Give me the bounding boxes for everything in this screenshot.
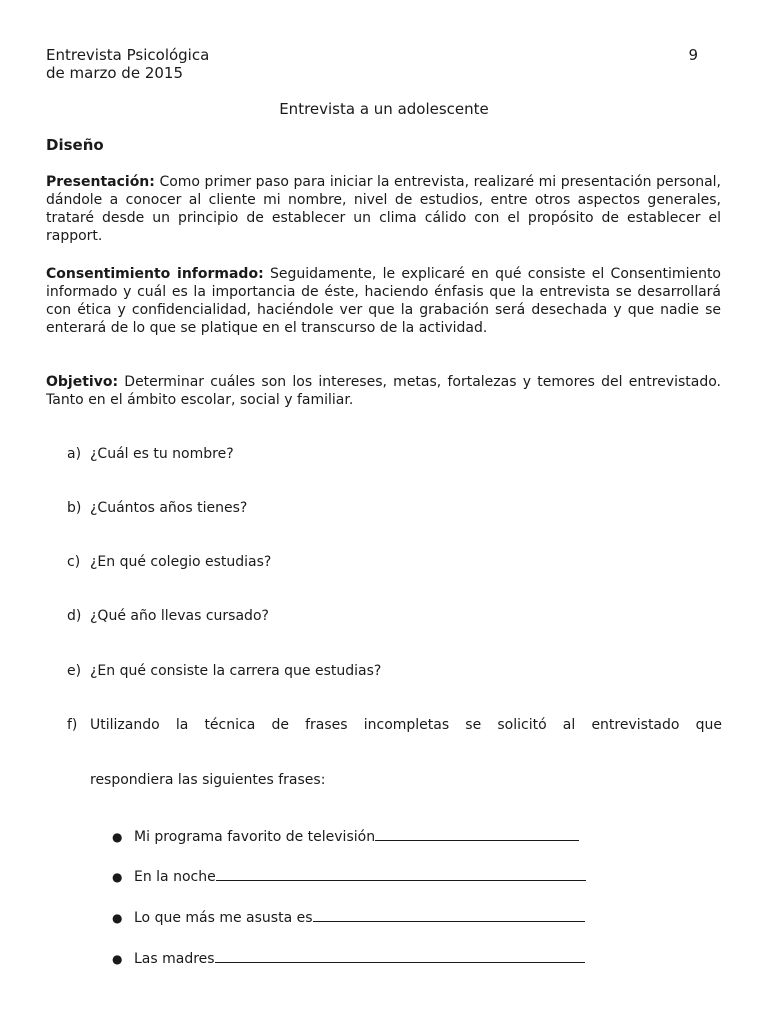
answer-blank-line[interactable]: [375, 826, 579, 841]
question-text: ¿En qué consiste la carrera que estudias?: [90, 663, 382, 679]
paragraph-lead: Objetivo:: [46, 374, 119, 390]
bullet-icon: ●: [112, 952, 123, 966]
question-text: Utilizando la técnica de frases incompletas se solicitó al entrevistado que: [90, 717, 722, 733]
question-letter: e): [67, 663, 82, 679]
paragraph-text: Determinar cuáles son los intereses, metas, fortalezas y temores del entrevistado. Tanto en el ámbito escolar, social y familiar.: [46, 374, 721, 408]
incomplete-phrase: [112, 948, 585, 968]
bullet-icon: ●: [112, 830, 123, 844]
header-title-line-1: Entrevista Psicológica: [46, 46, 210, 64]
paragraph-text: Como primer paso para iniciar la entrevista, realizaré mi presentación personal, dándole a conocer al cliente mi nombre, nivel de estudios, entre otros aspectos generales, trataré desde un principio de establecer un clima cálido con el propósito de establecer el rapport.: [46, 174, 721, 244]
question-letter: c): [67, 554, 81, 570]
incomplete-phrase: [112, 866, 586, 886]
phrase-text: En la noche: [134, 869, 216, 885]
question-letter: f): [67, 717, 78, 733]
header-title-line-2: de marzo de 2015: [46, 64, 183, 82]
phrase-text: Las madres: [134, 951, 215, 967]
bullet-icon: ●: [112, 911, 123, 925]
page-header: [46, 46, 702, 82]
paragraph-consentimiento: [46, 265, 721, 337]
incomplete-phrase: [112, 907, 585, 927]
page-number: 9: [688, 46, 698, 64]
paragraph-objetivo: [46, 373, 721, 409]
paragraph-text: Seguidamente, le explicaré en qué consiste el Consentimiento informado y cuál es la importancia de éste, haciendo énfasis que la entrevista se desarrollará con ética y confidencialidad, haciéndole ver que la grabación será desechada y que nadie se enterará de lo que se platique en el transcurso de la actividad.: [46, 266, 721, 336]
document-title: Entrevista a un adolescente: [279, 100, 489, 118]
phrase-text: Mi programa favorito de televisión: [134, 829, 376, 845]
answer-blank-line[interactable]: [313, 907, 585, 922]
section-heading: Diseño: [46, 136, 104, 154]
question-text: ¿Cuál es tu nombre?: [90, 446, 234, 462]
question-letter: b): [67, 500, 82, 516]
question-text: ¿En qué colegio estudias?: [90, 554, 272, 570]
question-letter: d): [67, 608, 82, 624]
incomplete-phrase: [112, 826, 579, 846]
paragraph-lead: Presentación:: [46, 174, 155, 190]
paragraph-lead: Consentimiento informado:: [46, 266, 264, 282]
question-text: ¿Cuántos años tienes?: [90, 500, 248, 516]
answer-blank-line[interactable]: [215, 948, 585, 963]
phrase-text: Lo que más me asusta es: [134, 910, 313, 926]
paragraph-presentacion: [46, 173, 721, 245]
question-letter: a): [67, 446, 82, 462]
bullet-icon: ●: [112, 870, 123, 884]
answer-blank-line[interactable]: [216, 866, 586, 881]
question-text: ¿Qué año llevas cursado?: [90, 608, 269, 624]
question-text-continuation: respondiera las siguientes frases:: [90, 772, 326, 788]
